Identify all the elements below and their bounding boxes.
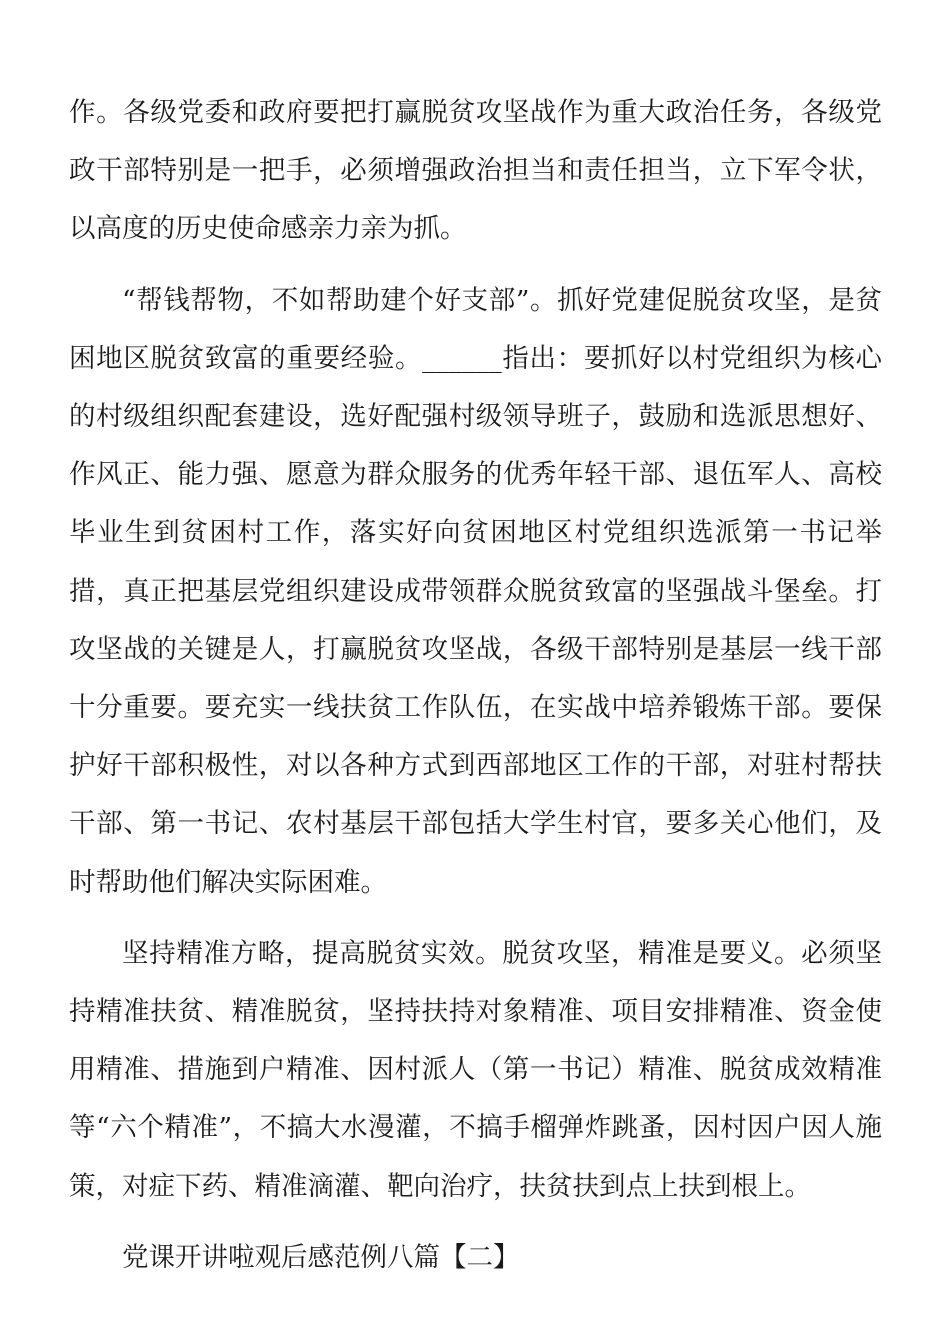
paragraph-continuation: 作。各级党委和政府要把打赢脱贫攻坚战作为重大政治任务，各级党政干部特别是一把手，必须增强政治担当和责任担当，立下军令状，以高度的历史使命感亲力亲为抓。 — [69, 97, 882, 245]
document-page — [69, 84, 882, 1300]
section-heading: 党课开讲啦观后感范例八篇【二】 — [122, 1241, 520, 1273]
paragraph-party-building: “帮钱帮物，不如帮助建个好支部”。抓好党建促脱贫攻坚，是贫困地区脱贫致富的重要经验。______指出：要抓好以村党组织为核心的村级组织配套建设，选好配强村级领导班子，鼓励和选派思想好、作风正、能力强、愿意为群众服务的优秀年轻干部、退伍军人、高校毕业生到贫困村工作，落实好向贫困地区村党组织选派第一书记举措，真正把基层党组织建设成带领群众脱贫致富的坚强战斗堡垒。打攻坚战的关键是人，打赢脱贫攻坚战，各级干部特别是基层一线干部十分重要。要充实一线扶贫工作队伍，在实战中培养锻炼干部。要保护好干部积极性，对以各种方式到西部地区工作的干部，对驻村帮扶干部、第一书记、农村基层干部包括大学生村官，要多关心他们，及时帮助他们解决实际困难。 — [69, 284, 882, 898]
paragraph-precision-strategy: 坚持精准方略，提高脱贫实效。脱贫攻坚，精准是要义。必须坚持精准扶贫、精准脱贫，坚持扶持对象精准、项目安排精准、资金使用精准、措施到户精准、因村派人（第一书记）精准、脱贫成效精准等“六个精准”，不搞大水漫灌，不搞手榴弹炸跳蚤，因村因户因人施策，对症下药、精准滴灌、靶向治疗，扶贫扶到点上扶到根上。 — [69, 937, 882, 1202]
